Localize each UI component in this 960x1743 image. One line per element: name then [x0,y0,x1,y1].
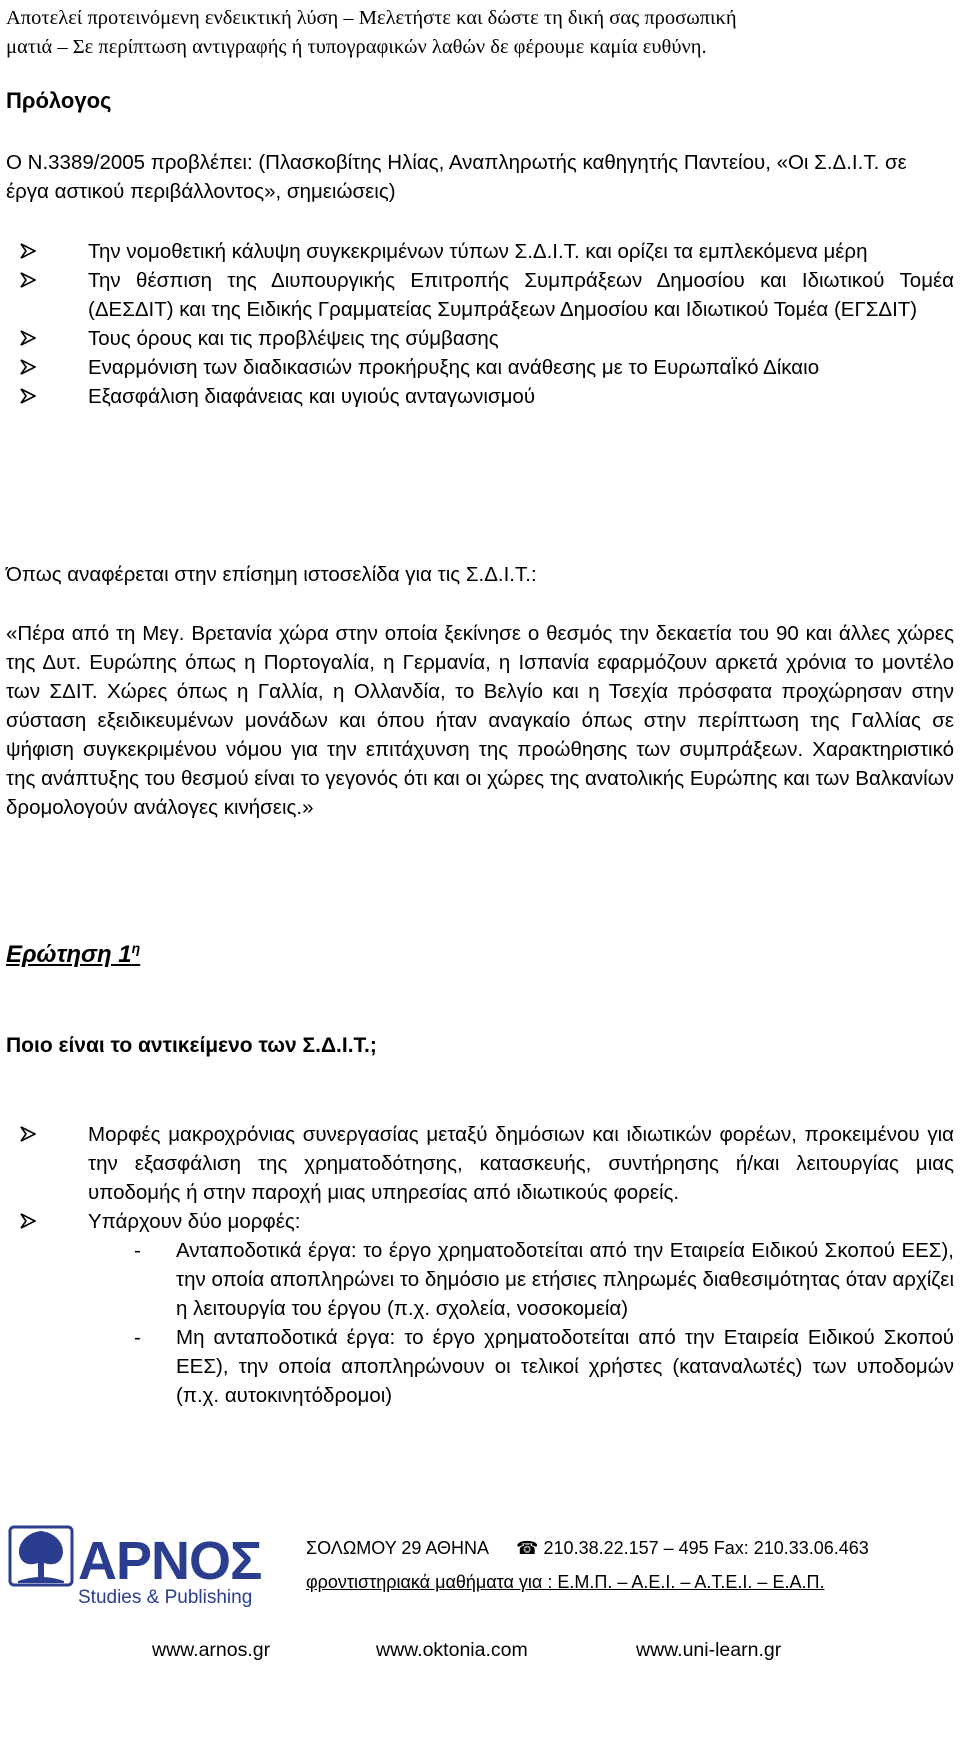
tree-emblem-icon [10,1527,72,1585]
arrow-bullet-icon [20,1120,50,1149]
logo-wordmark: ΑΡΝΟΣ [78,1531,262,1591]
url-link[interactable]: www.arnos.gr [152,1639,271,1661]
disclaimer-line-1: Αποτελεί προτεινόμενη ενδεικτική λύση – Μελετήστε και δώστε τη δική σας προσωπική [6,7,737,29]
tutoring-text: φροντιστηριακά μαθήματα για : Ε.Μ.Π. – Α.Ε.Ι. – Α.Τ.Ε.Ι. – Ε.Α.Π. [306,1572,825,1592]
bullet-text: Μορφές μακροχρόνιας συνεργασίας μεταξύ δημόσιων και ιδιωτικών φορέων, προκειμένου για την εξασφάλιση της χρηματοδότησης, κατασκευής, συντήρησης ή/και λειτουργίας μιας υποδομής ή στην παροχή μιας υπηρεσίας από ιδιωτικούς φορείς. [88,1123,954,1204]
phone-icon: ☎ [516,1538,539,1558]
bullet-text: Υπάρχουν δύο μορφές: [88,1210,301,1233]
forms-dash-list [88,1236,954,1410]
list-item [6,324,954,353]
contact-block [306,1535,956,1595]
arrow-bullet-icon [20,324,50,353]
phone-text: 210.38.22.157 – 495 [543,1538,709,1558]
official-site-intro: Όπως αναφέρεται στην επίσημη ιστοσελίδα για τις Σ.Δ.Ι.Τ.: [6,563,537,586]
form-text: Ανταποδοτικά έργα: το έργο χρηματοδοτείται από την Εταιρεία Ειδικού Σκοπού ΕΕΣ), την οποία αποπληρώνει το δημόσιο με ετήσιες πληρωμές διαθεσιμότητας όταν αρχίζει η λειτουργία του έργου (π.χ. σχολεία, νοσοκομεία) [176,1239,954,1320]
bullet-text: Εναρμόνιση των διαδικασιών προκήρυξης και ανάθεσης με το ΕυρωπαΪκό Δίκαιο [88,356,820,379]
arrow-bullet-icon [20,237,50,266]
question-title [6,940,140,969]
answer-bullet-list [6,1120,954,1410]
list-item [88,1236,954,1323]
url-link[interactable]: www.oktonia.com [376,1639,528,1661]
question-subtitle: Ποιο είναι το αντικείμενο των Σ.Δ.Ι.Τ.; [6,1034,377,1057]
dash-marker: - [134,1239,141,1262]
dash-marker: - [134,1326,141,1349]
prologue-bullet-list [6,237,954,411]
list-item [6,1120,954,1207]
form-text: Μη ανταποδοτικά έργα: το έργο χρηματοδοτείται από την Εταιρεία Ειδικού Σκοπού ΕΕΣ), την οποία αποπληρώνουν οι τελικοί χρήστες (καταναλωτές) των υποδομών (π.χ. αυτοκινητόδρομοι) [176,1326,954,1407]
question-title-superscript: η [131,940,141,956]
bullet-text: Τους όρους και τις προβλέψεις της σύμβασης [88,327,499,350]
address-text: ΣΟΛΩΜΟΥ 29 ΑΘΗΝΑ [306,1538,489,1558]
list-item [6,353,954,382]
footer-urls [0,1633,960,1669]
list-item [6,382,954,411]
prologue-heading: Πρόλογος [6,88,112,113]
arrow-bullet-icon [20,266,50,295]
contact-row [306,1535,956,1561]
bullet-text: Την θέσπιση της Διυπουργικής Επιτροπής Συμπράξεων Δημοσίου και Ιδιωτικού Τομέα (ΔΕΣΔΙΤ) και της Ειδικής Γραμματείας Συμπράξεων Δημοσίου και Ιδιωτικού Τομέα (ΕΓΣΔΙΤ) [88,269,954,321]
logo-tagline: Studies & Publishing [78,1587,253,1608]
fax-text: Fax: 210.33.06.463 [713,1538,869,1558]
arrow-bullet-icon [20,382,50,411]
url-link[interactable]: www.uni-learn.gr [636,1639,782,1661]
question-title-text: Ερώτηση 1 [6,941,132,968]
arnos-logo [6,1521,288,1609]
quote-paragraph: «Πέρα από τη Μεγ. Βρετανία χώρα στην οποία ξεκίνησε ο θεσμός την δεκαετία του 90 και άλλες χώρες της Δυτ. Ευρώπης όπως η Πορτογαλία, η Γερμανία, η Ισπανία εφαρμόζουν αρκετά χρόνια το μοντέλο των ΣΔΙΤ. Χώρες όπως η Γαλλία, η Ολλανδία, το Βελγίο και η Τσεχία πρόσφατα προχώρησαν στην σύσταση εξειδικευμένων μονάδων και όπου ήταν αναγκαίο όπως στην περίπτωση της Γαλλίας σε ψήφιση συγκεκριμένου νόμου για την επιτάχυνση της προώθησης των συμπράξεων. Χαρακτηριστικό της ανάπτυξης του θεσμού είναι το γεγονός ότι και οι χώρες της ανατολικής Ευρώπης και των Βαλκανίων δρομολογούν ανάλογες κινήσεις.» [6,622,954,819]
disclaimer-line-2: ματιά – Σε περίπτωση αντιγραφής ή τυπογραφικών λαθών δε φέρουμε καμία ευθύνη. [6,36,707,58]
prologue-intro: Ο Ν.3389/2005 προβλέπει: (Πλασκοβίτης Ηλίας, Αναπληρωτής καθηγητής Παντείου, «Οι Σ.Δ.Ι.Τ. σε έργα αστικού περιβάλλοντος», σημειώσεις) [6,151,907,203]
list-item [6,237,954,266]
list-item [6,266,954,324]
disclaimer-header [6,4,954,62]
list-item [6,1207,954,1410]
bullet-text: Την νομοθετική κάλυψη συγκεκριμένων τύπων Σ.Δ.Ι.Τ. και ορίζει τα εμπλεκόμενα μέρη [88,240,868,263]
list-item [88,1323,954,1410]
publisher-footer [0,1503,960,1743]
bullet-text: Εξασφάλιση διαφάνειας και υγιούς ανταγωνισμού [88,385,536,408]
arrow-bullet-icon [20,353,50,382]
arrow-bullet-icon [20,1207,50,1236]
